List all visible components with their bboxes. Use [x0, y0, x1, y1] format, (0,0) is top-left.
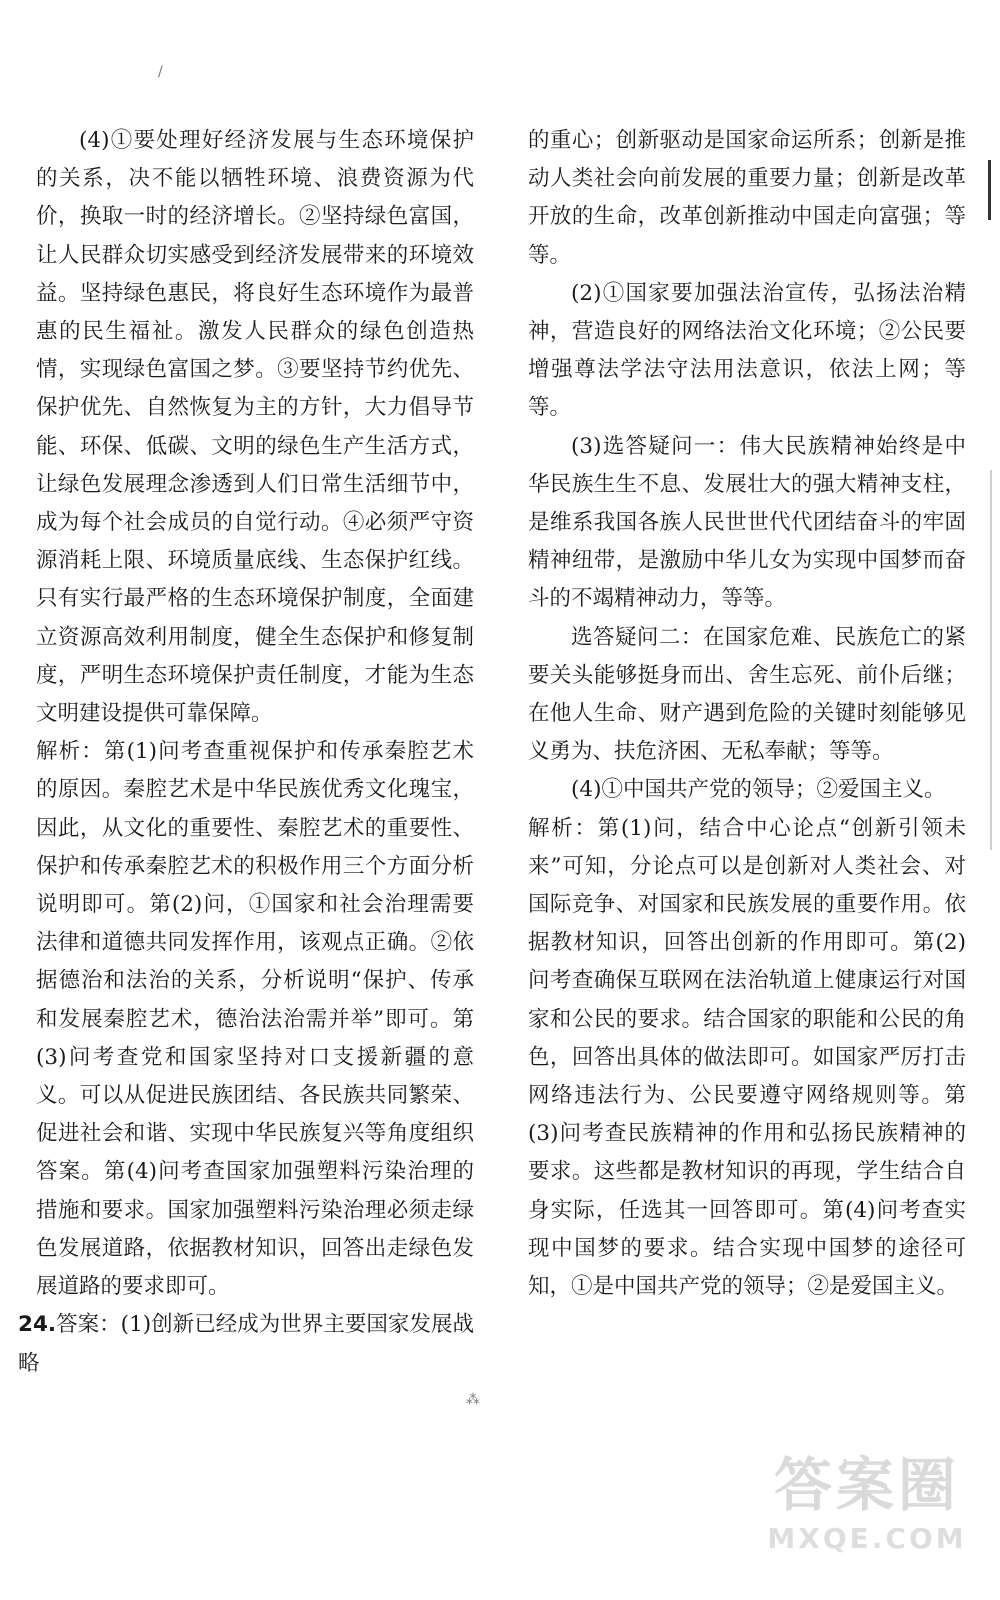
watermark-url: MXQE.COM	[767, 1522, 967, 1555]
answer-paragraph-3-option-1: (3)选答疑问一：伟大民族精神始终是中华民族生生不息、发展壮大的强大精神支柱，是维系我国各族人民世世代代团结奋斗的牢固精神纽带，是激励中华儿女为实现中国梦而奋斗的不竭精神动力，等等。	[528, 433, 966, 612]
question-24-answer	[18, 1306, 474, 1382]
scan-speck: ⁂	[466, 1392, 480, 1408]
answer-paragraph-3-option-2: 选答疑问二：在国家危难、民族危亡的紧要关头能够挺身而出、舍生忘死、前仆后继；在他人生命、财产遇到危险的关键时刻能够见义勇为、扶危济困、无私奉献；等等。	[528, 624, 966, 765]
right-column	[528, 122, 966, 1306]
answer-paragraph-2: (2)①国家要加强法治宣传，弘扬法治精神，营造良好的网络法治文化环境；②公民要增强尊法学法守法用法意识，依法上网；等等。	[528, 280, 966, 421]
analysis-paragraph: 解析：第(1)问考查重视保护和传承秦腔艺术的原因。秦腔艺术是中华民族优秀文化瑰宝，因此，从文化的重要性、秦腔艺术的重要性、保护和传承秦腔艺术的积极作用三个方面分析说明即可。第(2)问，①国家和社会治理需要法律和道德共同发挥作用，该观点正确。②依据德治和法治的关系，分析说明“保护、传承和发展秦腔艺术，德治法治需并举”即可。第(3)问考查党和国家坚持对口支援新疆的意义。可以从促进民族团结、各民族共同繁荣、促进社会和谐、实现中华民族复兴等角度组织答案。第(4)问考查国家加强塑料污染治理的措施和要求。国家加强塑料污染治理必须走绿色发展道路，依据教材知识，回答出走绿色发展道路的要求即可。	[36, 739, 474, 1300]
answer-paragraph-4: (4)①要处理好经济发展与生态环境保护的关系，决不能以牺牲环境、浪费资源为代价，换取一时的经济增长。②坚持绿色富国，让人民群众切实感受到经济发展带来的环境效益。坚持绿色惠民，将良好生态环境作为最普惠的民生福祉。激发人民群众的绿色创造热情，实现绿色富国之梦。③要坚持节约优先、保护优先、自然恢复为主的方针，大力倡导节能、环保、低碳、文明的绿色生产生活方式，让绿色发展理念渗透到人们日常生活细节中，成为每个社会成员的自觉行动。④必须严守资源消耗上限、环境质量底线、生态保护红线。只有实行最严格的生态环境保护制度，全面建立资源高效利用制度，健全生态保护和修复制度，严明生态环境保护责任制度，才能为生态文明建设提供可靠保障。	[36, 128, 474, 727]
answer-paragraph-4: (4)①中国共产党的领导；②爱国主义。	[571, 777, 946, 803]
question-24-text: 答案：(1)创新已经成为世界主要国家发展战略	[18, 1312, 474, 1376]
analysis-paragraph: 解析：第(1)问，结合中心论点“创新引领未来”可知，分论点可以是创新对人类社会、对国际竞争、对国家和民族发展的重要作用。依据教材知识，回答出创新的作用即可。第(2)问考查确保互联网在法治轨道上健康运行对国家和公民的要求。结合国家的职能和公民的角色，回答出具体的做法即可。如国家严厉打击网络违法行为、公民要遵守网络规则等。第(3)问考查民族精神的作用和弘扬民族精神的要求。这些都是教材知识的再现，学生结合自身实际，任选其一回答即可。第(4)问考查实现中国梦的要求。结合实现中国梦的途径可知，①是中国共产党的领导；②是爱国主义。	[528, 815, 966, 1300]
question-number: 24.	[18, 1312, 57, 1338]
left-column	[18, 122, 474, 1383]
page-edge-mark	[988, 160, 991, 220]
page-edge-shadow	[990, 470, 992, 850]
watermark-logo	[762, 1450, 972, 1560]
answer-continuation: 的重心；创新驱动是国家命运所系；创新是推动人类社会向前发展的重要力量；创新是改革开放的生命，改革创新推动中国走向富强；等等。	[528, 128, 966, 268]
watermark-text: 答案圈	[773, 1451, 960, 1519]
scan-speck: /	[158, 64, 163, 80]
